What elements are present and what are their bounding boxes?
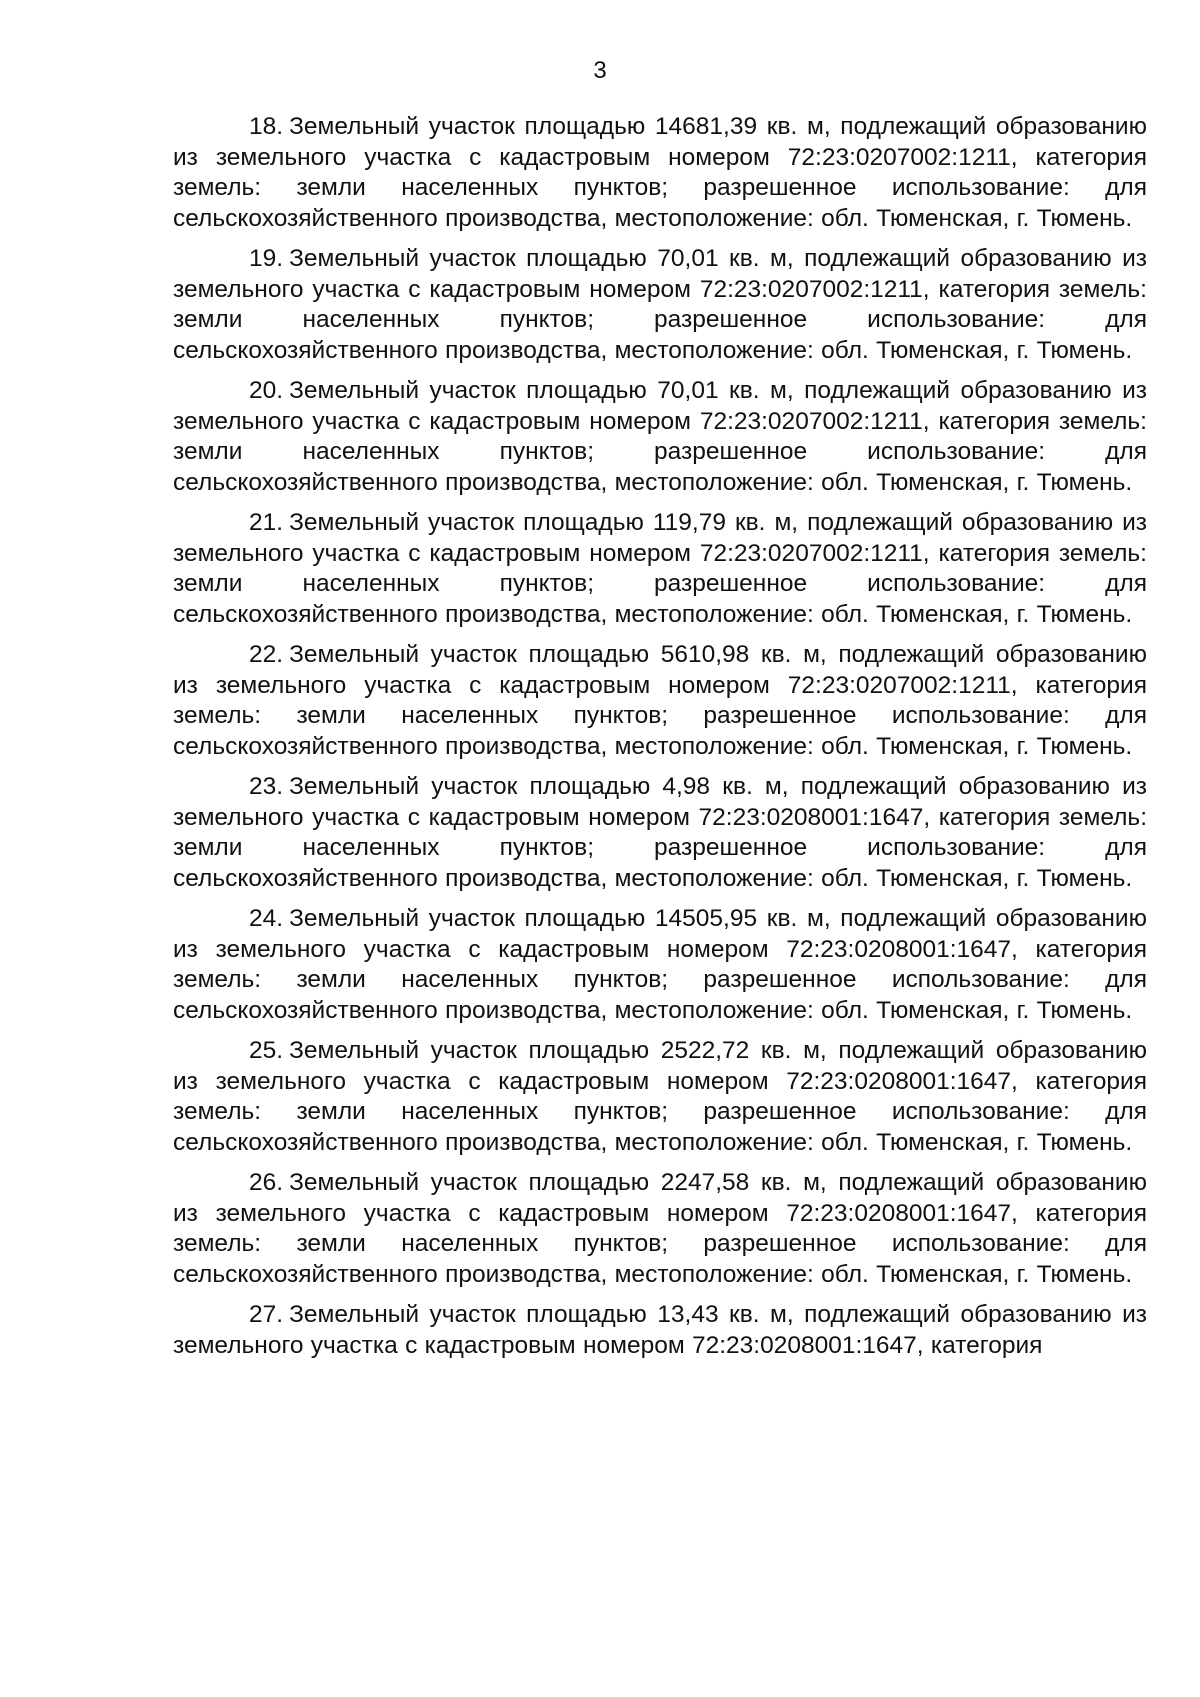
item-text: Земельный участок площадью 70,01 кв. м, подлежащий образованию из земельного участка с кадастровым номером 72:23:0207002:1211, категория земель: земли населенных пунктов; разрешенное использование: для сельскохозяйственного производства, местоположение: обл. Тюменская, г. Тюмень.: [173, 377, 1147, 496]
item-number: 23.: [249, 773, 284, 800]
list-item: [173, 244, 1147, 366]
item-number: 25.: [249, 1037, 284, 1064]
item-number: 20.: [249, 377, 284, 404]
item-text: Земельный участок площадью 4,98 кв. м, подлежащий образованию из земельного участка с кадастровым номером 72:23:0208001:1647, категория земель: земли населенных пунктов; разрешенное использование: для сельскохозяйственного производства, местоположение: обл. Тюменская, г. Тюмень.: [173, 773, 1147, 892]
list-item: [173, 508, 1147, 630]
item-number: 22.: [249, 641, 284, 668]
item-number: 18.: [249, 113, 284, 140]
item-number: 19.: [249, 245, 284, 272]
item-text: Земельный участок площадью 13,43 кв. м, подлежащий образованию из земельного участка с кадастровым номером 72:23:0208001:1647, категория: [173, 1301, 1147, 1359]
list-item: [173, 772, 1147, 894]
item-number: 27.: [249, 1301, 284, 1328]
item-text: Земельный участок площадью 14681,39 кв. м, подлежащий образованию из земельного участка с кадастровым номером 72:23:0207002:1211, категория земель: земли населенных пунктов; разрешенное использование: для сельскохозяйственного производства, местоположение: обл. Тюменская, г. Тюмень.: [173, 113, 1147, 232]
page-number: 3: [593, 57, 607, 84]
list-item: [173, 1168, 1147, 1290]
item-text: Земельный участок площадью 14505,95 кв. м, подлежащий образованию из земельного участка с кадастровым номером 72:23:0208001:1647, категория земель: земли населенных пунктов; разрешенное использование: для сельскохозяйственного производства, местоположение: обл. Тюменская, г. Тюмень.: [173, 905, 1147, 1024]
item-number: 21.: [249, 509, 284, 536]
list-item: [173, 1300, 1147, 1361]
item-text: Земельный участок площадью 2522,72 кв. м, подлежащий образованию из земельного участка с кадастровым номером 72:23:0208001:1647, категория земель: земли населенных пунктов; разрешенное использование: для сельскохозяйственного производства, местоположение: обл. Тюменская, г. Тюмень.: [173, 1037, 1147, 1156]
item-text: Земельный участок площадью 119,79 кв. м, подлежащий образованию из земельного участка с кадастровым номером 72:23:0207002:1211, категория земель: земли населенных пунктов; разрешенное использование: для сельскохозяйственного производства, местоположение: обл. Тюменская, г. Тюмень.: [173, 509, 1147, 628]
item-number: 26.: [249, 1169, 284, 1196]
list-item: [173, 1036, 1147, 1158]
item-text: Земельный участок площадью 5610,98 кв. м, подлежащий образованию из земельного участка с кадастровым номером 72:23:0207002:1211, категория земель: земли населенных пунктов; разрешенное использование: для сельскохозяйственного производства, местоположение: обл. Тюменская, г. Тюмень.: [173, 641, 1147, 760]
list-item: [173, 112, 1147, 234]
item-text: Земельный участок площадью 2247,58 кв. м, подлежащий образованию из земельного участка с кадастровым номером 72:23:0208001:1647, категория земель: земли населенных пунктов; разрешенное использование: для сельскохозяйственного производства, местоположение: обл. Тюменская, г. Тюмень.: [173, 1169, 1147, 1288]
list-item: [173, 904, 1147, 1026]
item-number: 24.: [249, 905, 284, 932]
item-text: Земельный участок площадью 70,01 кв. м, подлежащий образованию из земельного участка с кадастровым номером 72:23:0207002:1211, категория земель: земли населенных пунктов; разрешенное использование: для сельскохозяйственного производства, местоположение: обл. Тюменская, г. Тюмень.: [173, 245, 1147, 364]
list-item: [173, 376, 1147, 498]
land-plot-list: [173, 112, 1147, 1371]
list-item: [173, 640, 1147, 762]
